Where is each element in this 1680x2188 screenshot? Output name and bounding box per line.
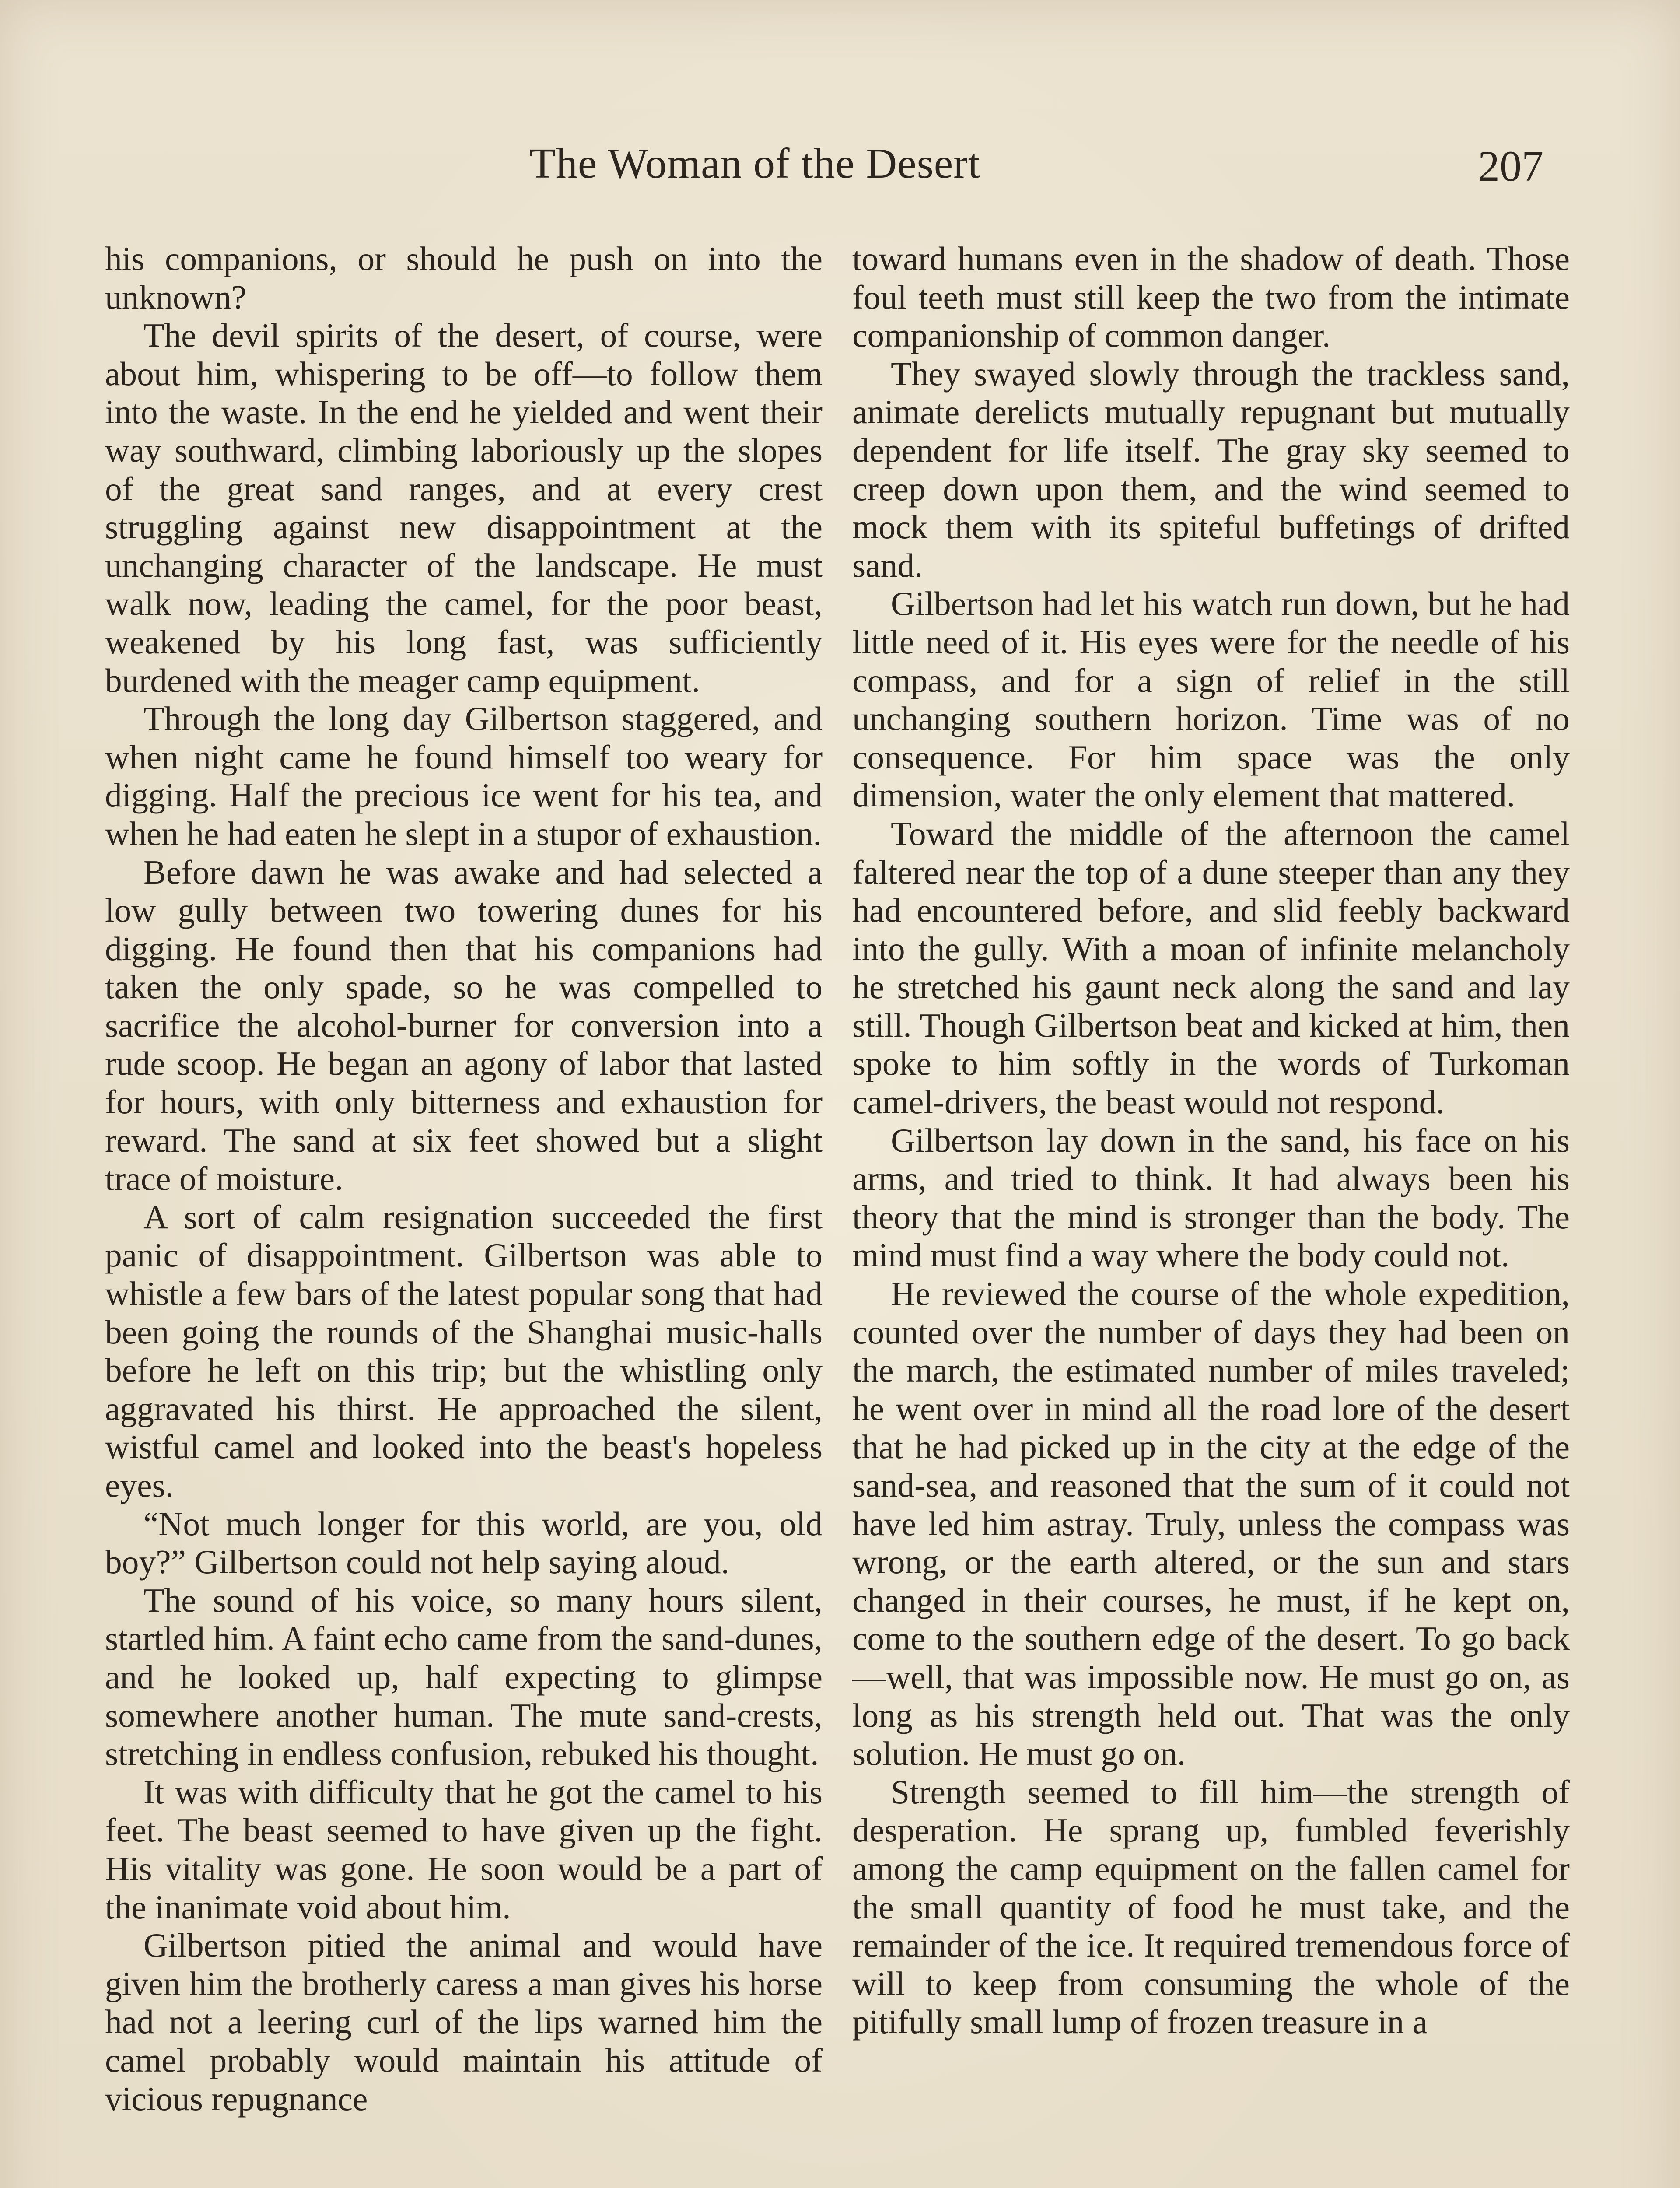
- right-text-column: [852, 240, 1570, 2041]
- paragraph: Before dawn he was awake and had selected a low gully between two towering dunes for his digging. He found then that his companions had taken the only spade, so he was compelled to sacrifice the alcohol-burner for conversion into a rude scoop. He began an agony of labor that lasted for hours, with only bitterness and exhaustion for reward. The sand at six feet showed but a slight trace of moisture.: [105, 853, 822, 1198]
- paragraph: He reviewed the course of the whole expedition, counted over the number of days they had been on the march, the estimated number of miles traveled; he went over in mind all the road lore of the desert that he had picked up in the city at the edge of the sand-sea, and reasoned that the sum of it could not have led him astray. Truly, unless the compass was wrong, or the earth altered, or the sun and stars changed in their courses, he must, if he kept on, come to the southern edge of the desert. To go back—well, that was impossible now. He must go on, as long as his strength held out. That was the only solution. He must go on.: [852, 1275, 1570, 1773]
- paragraph: Strength seemed to fill him—the strength of desperation. He sprang up, fumbled feverishly among the camp equipment on the fallen camel for the small quantity of food he must take, and the remainder of the ice. It required tremendous force of will to keep from consuming the whole of the pitifully small lump of frozen treasure in a: [852, 1773, 1570, 2041]
- paragraph: The devil spirits of the desert, of course, were about him, whispering to be off—to follow them into the waste. In the end he yielded and went their way southward, climbing laboriously up the slopes of the great sand ranges, and at every crest struggling against new disappointment at the unchanging character of the landscape. He must walk now, leading the camel, for the poor beast, weakened by his long fast, was sufficiently burdened with the meager camp equipment.: [105, 316, 822, 699]
- paragraph: Through the long day Gilbertson staggered, and when night came he found himself too weary for digging. Half the precious ice went for his tea, and when he had eaten he slept in a stupor of exhaustion.: [105, 700, 822, 852]
- paragraph: Toward the middle of the afternoon the camel faltered near the top of a dune steeper than any they had encountered before, and slid feebly backward into the gully. With a moan of infinite melancholy he stretched his gaunt neck along the sand and lay still. Though Gilbertson beat and kicked at him, then spoke to him softly in the words of Turkoman camel-drivers, the beast would not respond.: [852, 814, 1570, 1121]
- running-title: The Woman of the Desert: [529, 140, 981, 187]
- paragraph: A sort of calm resignation succeeded the first panic of disappointment. Gilbertson was able to whistle a few bars of the latest popular song that had been going the rounds of the Shanghai music-halls before he left on this trip; but the whistling only aggravated his thirst. He approached the silent, wistful camel and looked into the beast's hopeless eyes.: [105, 1198, 822, 1504]
- paragraph: toward humans even in the shadow of death. Those foul teeth must still keep the two from the intimate companionship of common danger.: [852, 240, 1570, 354]
- left-text-column: [105, 240, 822, 2118]
- paragraph: The sound of his voice, so many hours silent, startled him. A faint echo came from the sand-dunes, and he looked up, half expecting to glimpse somewhere another human. The mute sand-crests, stretching in endless confusion, rebuked his thought.: [105, 1581, 822, 1773]
- page-number: 207: [1478, 142, 1544, 190]
- paragraph: his companions, or should he push on into the unknown?: [105, 240, 822, 316]
- paragraph: Gilbertson lay down in the sand, his face on his arms, and tried to think. It had always been his theory that the mind is stronger than the body. The mind must find a way where the body could not.: [852, 1121, 1570, 1274]
- paragraph: Gilbertson pitied the animal and would have given him the brotherly caress a man gives his horse had not a leering curl of the lips warned him the camel probably would maintain his attitude of vicious repugnance: [105, 1926, 822, 2118]
- paragraph: Gilbertson had let his watch run down, but he had little need of it. His eyes were for the needle of his compass, and for a sign of relief in the still unchanging southern horizon. Time was of no consequence. For him space was the only dimension, water the only element that mattered.: [852, 585, 1570, 814]
- paragraph: “Not much longer for this world, are you, old boy?” Gilbertson could not help saying aloud.: [105, 1504, 822, 1581]
- paragraph: It was with difficulty that he got the camel to his feet. The beast seemed to have given up the fight. His vitality was gone. He soon would be a part of the inanimate void about him.: [105, 1773, 822, 1926]
- paragraph: They swayed slowly through the trackless sand, animate derelicts mutually repugnant but mutually dependent for life itself. The gray sky seemed to creep down upon them, and the wind seemed to mock them with its spiteful buffetings of drifted sand.: [852, 354, 1570, 584]
